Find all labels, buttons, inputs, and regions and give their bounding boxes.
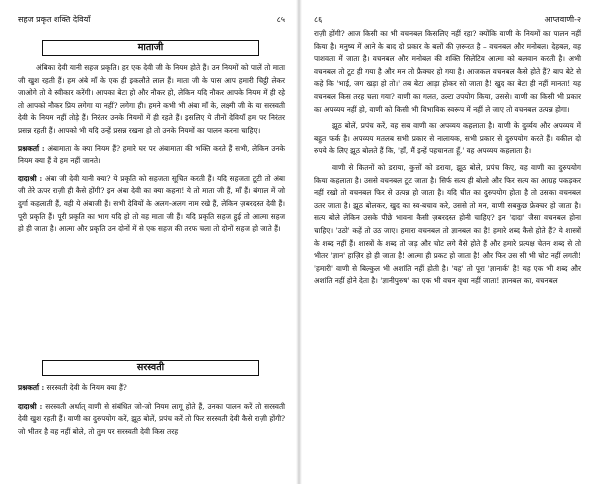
speaker-label: प्रश्नकर्ता : [18,143,45,153]
paragraph: झूठ बोलें, प्रपंच करें, वह सब वाणी का अपव्यय कहलाता है। वाणी के दुर्व्यय और अपव्यय में बहुत फर्क है। अपव्यय मतलब सभी प्रकार से नालायक, सभी प्रकार से दुरुपयोग करते हैं। वकील दो रुपये के लिए झूठ बोलते हैं कि, 'हाँ, मैं इन्हें पहचानता हूँ,' वह अपव्यय कहलाता है। [314,121,581,156]
question-text: अंबामाता के क्या नियम हैं? हमारे घर पर अंबामाता की भक्ति करते हैं सभी, लेकिन उनके नियम क्या हैं वे हम नहीं जानते। [18,143,285,166]
left-body-text-bottom [18,382,285,438]
section-title-saraswati: सरस्वती [42,360,259,376]
right-page-number: ८६ [314,15,323,24]
right-page [300,0,599,484]
speaker-label: दादाश्री : [18,401,43,411]
left-page-number: ८५ [276,15,285,24]
right-running-head [314,14,581,25]
answer-text: अंबा जी देवी यानी क्या? ये प्रकृति को सहजता सूचित करती हैं। यदि सहजता टूटी तो अंबा जी तेरे ऊपर राज़ी ही कैसे होंगी? इन अंबा देवी का क्या कहना! ये तो माता जी हैं, माँ हैं। बंगाल में जो दुर्गा कहलाती हैं, वही ये अंबाजी हैं। सभी देवियों के अलग-अलग नाम रखे हैं, लेकिन ज़बरदस्त देवी हैं। पूरी प्रकृति हैं। पूरी प्रकृति का भाग यदि हो तो वह माता जी हैं। यदि प्रकृति सहज हुई तो आत्मा सहज हो ही जाता है। आत्मा और प्रकृति उन दोनों में से एक सहज की तरफ चला तो दोनों सहज हो जाते हैं। [18,173,285,234]
paragraph: वाणी से कितनों को डराया, कुत्तों को डराया, झूठ बोले, प्रपंच किए, वह वाणी का दुरुपयोग किया कहलाता है। उससे वचनबल टूट जाता है। सिर्फ सत्य ही बोलो और फिर सत्य का आग्रह पकड़कर नहीं रखो तो वचनबल फिर से उत्पन्न हो जाता है। यदि चीत का दुरुपयोग होता है तो उसका वचनबल उतर जाता है। झूठ बोलकर, खुद का स्व-बचाव करे, उससे तो मन, वाणी सबकुछ फ्रेक्चर हो जाता है। सत्य बोले लेकिन उसके पीछे भावना कैसी ज़बरदस्त होनी चाहिए? इन 'दादा' जैसा वचनबल होना चाहिए। 'उठो' कहें तो उठ जाए। हमारा वचनबल तो ज्ञानबल का है! हमारे शब्द कैसे होते हैं? ये शास्त्रों के शब्द नहीं हैं। शास्त्रों के शब्द तो जड़ और चोट लगे वैसे होते हैं और हमारे प्रत्यक्ष चेतन शब्द से तो भीतर 'ज्ञान' हाज़िर हो ही जाता है! आत्मा ही प्रकट हो जाता है! और फिर उस सी भी चोट नहीं लगती! 'हमारी' वाणी से बिल्कुल भी अशांति नहीं होती है। 'यह' तो पूरा 'ज्ञानार्क' है! यह एक भी शब्द और अशांति नहीं होने देता है। 'ज्ञानीपुरुष' का एक भी वचन वृथा नहीं जाता! ज्ञानबल का, वचनबल [314,162,581,286]
left-running-head [18,14,285,25]
answer-text: सरस्वती अर्थात् वाणी से संबंधित जो-जो नियम लागू होते हैं, उनका पालन करें तो सरस्वती देवी खुश रहती हैं। वाणी का दुरुपयोग करें, झूठ बोलें, प्रपंच करें तो फिर सरस्वती देवी कैसे राज़ी होंगी? जो भीतर है वह नहीं बोले, तो तुम पर सरस्वती देवी किस तरह [18,401,285,436]
question-1 [18,143,285,168]
paragraph: राज़ी होंगी? आज किसी का भी वचनबल किसलिए नहीं रहा? क्योंकि वाणी के नियमों का पालन नहीं किया है। मनुष्य में आने के बाद दो प्रकार के बलों की ज़रूरत है – वचनबल और मनोबल। देहबल, वह पाशवता में जाता है। वचनबल और मनोबल की शक्ति सिलेटिव आत्मा को बलवान करती है। अभी वचनबल तो टूट ही गया है और मन तो फ्रैक्चर हो गया है। आजकल वचनबल कैसे होते हैं? बाप बेटे से कहे कि 'भाई, जग खड़ा हो तो।' तब बेटा आड़ा होकर सो जाता है! खुद का बेटा ही नहीं मानता! यह वचनबल किस तरह चला गया? वाणी का गलत, उल्टा उपयोग किया, उससे। वाणी का किसी भी प्रकार का अपव्यय नहीं हो, वाणी को किसी भी विभाविक स्वरूप में नहीं ले जाए तो वचनबल उत्पन्न होगा। [314,29,581,114]
paragraph: अंबिका देवी यानी सहज प्रकृति। हर एक देवी जी के नियम होते हैं। उन नियमों को पालें तो माता जी खुश रहती हैं। हम अंबे माँ के एक ही इकलौते लाल हैं। माता जी के पास आप हमारी चिट्ठी लेकर जाओगे तो वे स्वीकार करेंगी। आपका बेटा हो और नौकर हो, लेकिन यदि नौकर आपके नियम में ही रहे तो आपको नौकर प्रिय लगेगा या नहीं? लगेगा ही। हमने कभी भी अंबा माँ के, लक्ष्मी जी के या सरस्वती देवी के नियम नहीं तोड़े हैं। निरंतर उनके नियमों में ही रहते हैं। इसलिए ये तीनों देवियाँ हम पर निरंतर प्रसन्न रहती हैं। आपको भी यदि उन्हें प्रसन्न रखना हो तो उनके नियमों का पालन करना चाहिए। [18,63,285,135]
section-title-mataji: माताजी [42,40,259,56]
left-body-text-top [18,62,285,236]
answer-1 [18,173,285,236]
right-running-head-title: आप्तवाणी-२ [544,15,581,24]
answer-2 [18,401,285,439]
right-body-text [314,28,581,288]
question-2 [18,382,285,395]
speaker-label: प्रश्नकर्ता : [18,383,45,392]
left-page [0,0,299,484]
question-text: सरस्वती देवी के नियम क्या हैं? [46,383,127,392]
speaker-label: दादाश्री : [18,173,43,183]
left-running-head-title: सहज प्रकृत शक्ति देवियाँ [18,15,91,24]
